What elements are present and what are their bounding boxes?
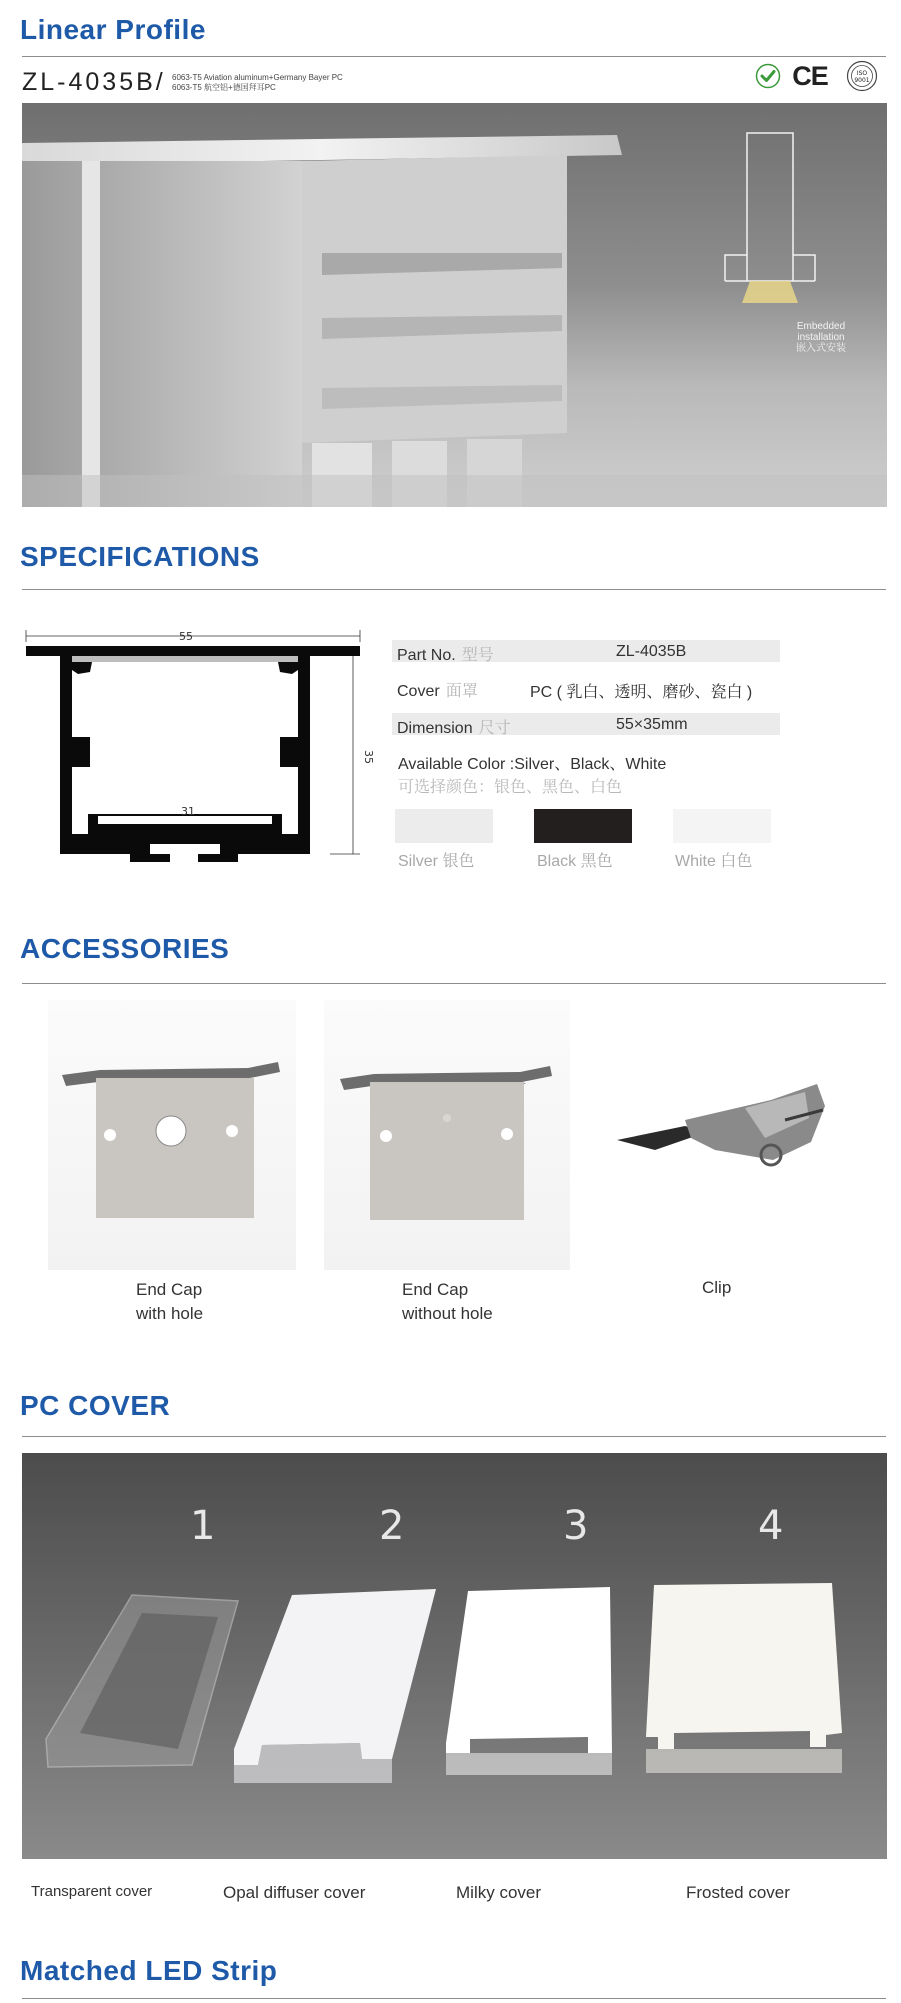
svg-text:9001: 9001 (854, 77, 870, 84)
dim-inner-label: 31 (181, 805, 195, 818)
spec-label-en: Dimension (397, 720, 473, 737)
profile-photo (22, 103, 887, 507)
rohs-icon (754, 60, 782, 92)
accessory-label-clip (702, 1276, 731, 1300)
spec-value: ZL-4035B (616, 643, 687, 660)
installation-cn: 嵌入式安装 (796, 343, 846, 354)
accessory-label-end-cap-with-hole (136, 1278, 203, 1326)
pc-cover-divider (22, 1436, 886, 1437)
end-cap-with-hole-image (48, 1000, 296, 1270)
specifications-title: SPECIFICATIONS (20, 541, 260, 572)
cover-label-opal: Opal diffuser cover (223, 1883, 366, 1902)
spec-label (397, 715, 511, 738)
cover-number-4: 4 (758, 1503, 784, 1549)
swatch-black (534, 809, 632, 843)
spec-value: 55×35mm (616, 716, 688, 733)
cover-label-transparent: Transparent cover (31, 1883, 153, 1900)
installation-en1: Embedded (796, 321, 846, 332)
spec-value: PC ( 乳白、透明、磨砂、瓷白 ) (530, 684, 753, 701)
spec-label-en: Cover (397, 683, 440, 700)
spec-label-cn: 尺寸 (478, 720, 511, 737)
cover-number-1: 1 (190, 1503, 216, 1549)
clip-image (595, 1000, 841, 1270)
spec-label-cn: 型号 (461, 647, 494, 664)
spec-label-cn: 面罩 (445, 683, 478, 700)
spec-label (397, 678, 478, 701)
swatch-label-black: Black 黑色 (537, 853, 613, 870)
svg-text:ISO: ISO (856, 70, 868, 77)
cover-number-3: 3 (563, 1503, 589, 1549)
cover-label-milky: Milky cover (456, 1883, 542, 1902)
swatch-silver (395, 809, 493, 843)
pc-cover-title: PC COVER (20, 1390, 171, 1421)
cross-section-drawing (20, 622, 375, 862)
spec-row-part-no (392, 640, 780, 662)
material-en: 6063-T5 Aviation aluminum+Germany Bayer PC (172, 73, 343, 82)
accessory-label-line2: without hole (402, 1304, 493, 1323)
aluminum-profile-illustration (22, 103, 887, 507)
dim-width-label: 55 (179, 630, 193, 643)
embedded-installation-icon (725, 133, 815, 303)
swatch-label-silver: Silver 银色 (398, 853, 475, 870)
material-description (172, 73, 343, 93)
available-color-cn: 可选择颜色：银色、黑色、白色 (398, 779, 623, 796)
accessory-label-line1: End Cap (402, 1280, 469, 1299)
led-strip-title: Matched LED Strip (20, 1955, 278, 1986)
end-cap-without-hole-image (324, 1000, 570, 1270)
accessories-divider (22, 983, 886, 984)
iso-icon (845, 60, 879, 92)
available-color-en: Available Color :Silver、Black、White (398, 756, 667, 773)
accessory-label-line1: End Cap (136, 1280, 203, 1299)
led-strip-divider (22, 1998, 886, 1999)
accessory-label-line1: Clip (702, 1278, 732, 1297)
title-divider (22, 56, 886, 57)
page-title: Linear Profile (20, 14, 206, 45)
accessories-title: ACCESSORIES (20, 933, 230, 964)
spec-row-cover (392, 676, 780, 701)
spec-label (397, 642, 494, 665)
spec-label-en: Part No. (397, 647, 456, 664)
spec-row-dimension (392, 713, 780, 735)
cover-label-frosted: Frosted cover (686, 1883, 790, 1902)
dim-height-label: 35 (362, 750, 375, 764)
swatch-white (673, 809, 771, 843)
ce-icon: CE (792, 60, 828, 91)
specifications-divider (22, 589, 886, 590)
accessory-label-line2: with hole (136, 1304, 204, 1323)
material-cn: 6063-T5 航空铝+德国拜耳PC (172, 83, 276, 92)
accessory-label-end-cap-without-hole (402, 1278, 493, 1326)
cover-number-2: 2 (379, 1503, 405, 1549)
pc-cover-photo (22, 1453, 887, 1859)
installation-en2: installation (797, 332, 845, 343)
swatch-label-white: White 白色 (675, 853, 753, 870)
installation-label (782, 321, 860, 354)
pc-covers-illustration (22, 1453, 887, 1859)
model-number: ZL-4035B/ (22, 68, 166, 96)
